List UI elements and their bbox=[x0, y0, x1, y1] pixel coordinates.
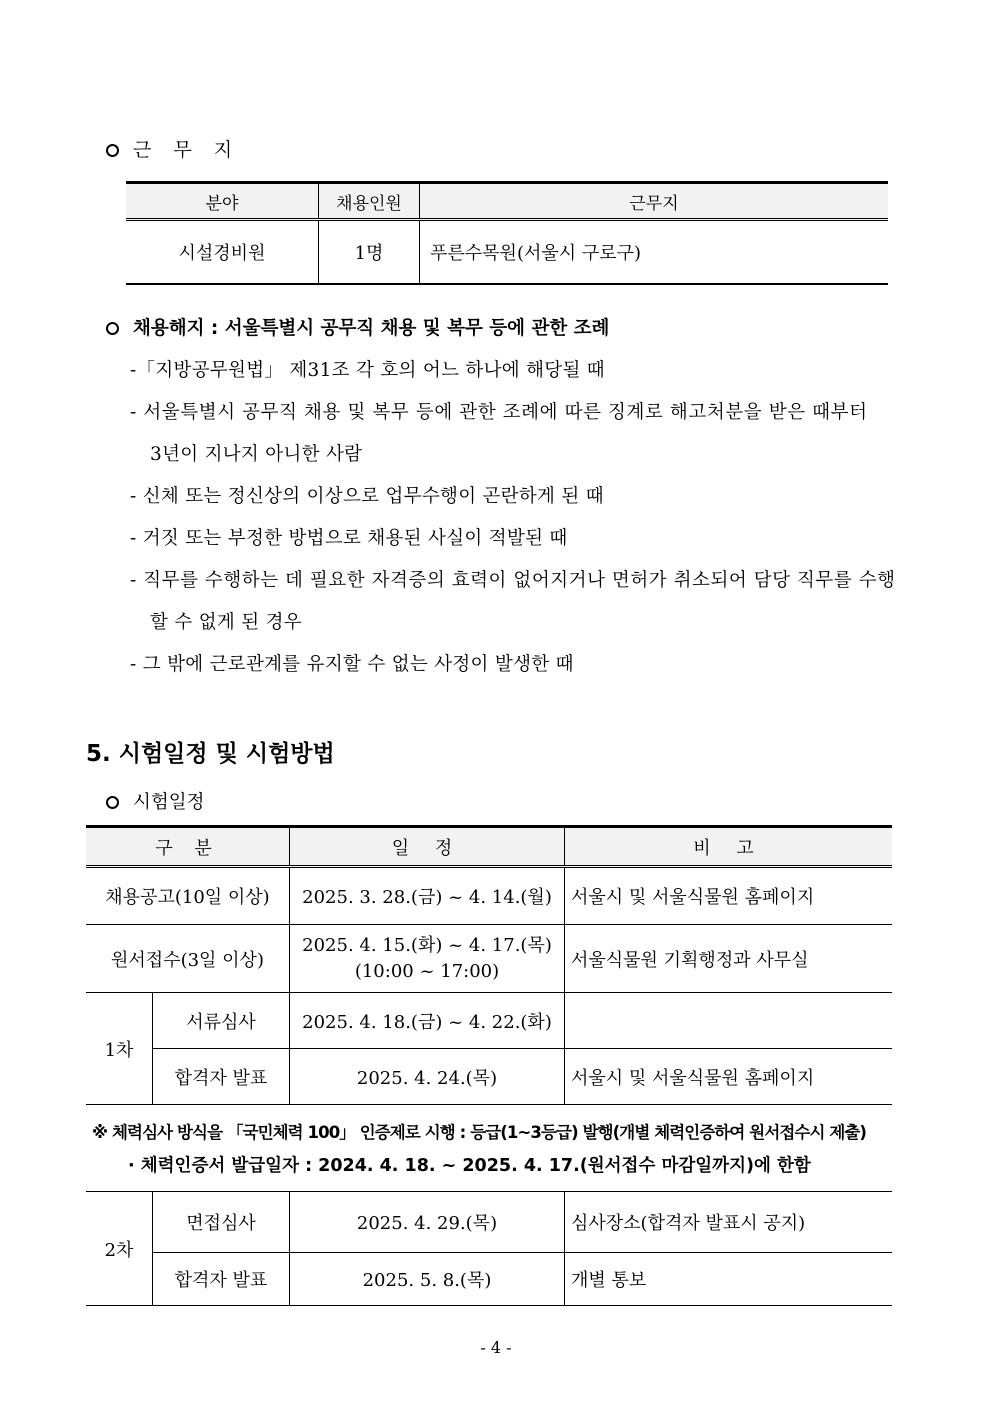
table-row bbox=[86, 993, 892, 1049]
cell-date: 2025. 5. 8.(목) bbox=[290, 1253, 565, 1306]
list-item: - 직무를 수행하는 데 필요한 자격증의 효력이 없어지거나 면허가 취소되어 담당 직무를 수행 bbox=[130, 570, 896, 591]
cell-category: 합격자 발표 bbox=[153, 1049, 290, 1105]
cell-note: 서울시 및 서울식물원 홈페이지 bbox=[565, 867, 893, 925]
cell-note: 심사장소(합격자 발표시 공지) bbox=[565, 1192, 893, 1253]
cell-workplace: 푸른수목원(서울시 구로구) bbox=[420, 220, 889, 285]
list-item: - 서울특별시 공무직 채용 및 복무 등에 관한 조례에 따른 징계로 해고처분을 받은 때부터 bbox=[130, 402, 868, 423]
table-header-row bbox=[86, 827, 892, 867]
circle-bullet-icon bbox=[106, 144, 119, 157]
list-item: - 신체 또는 정신상의 이상으로 업무수행이 곤란하게 된 때 bbox=[130, 486, 604, 507]
table-row bbox=[86, 1049, 892, 1105]
table-header-row bbox=[126, 183, 888, 220]
list-item: 3년이 지나지 아니한 사람 bbox=[150, 444, 363, 465]
cell-note bbox=[565, 993, 893, 1049]
date-line: 2025. 4. 15.(화) ~ 4. 17.(목) bbox=[302, 934, 552, 956]
header-note: 비 고 bbox=[565, 827, 893, 867]
fitness-note-detail: · 체력인증서 발급일자 : 2024. 4. 18. ~ 2025. 4. 17.(원서접수 마감일까지)에 한함 bbox=[128, 1156, 811, 1176]
cell-category: 채용공고(10일 이상) bbox=[86, 867, 290, 925]
table-row bbox=[86, 1192, 892, 1253]
page-number: - 4 - bbox=[480, 1338, 512, 1357]
cell-date: 2025. 4. 24.(목) bbox=[290, 1049, 565, 1105]
round2-table bbox=[86, 1191, 892, 1306]
header-schedule: 일 정 bbox=[290, 827, 565, 867]
table-row bbox=[86, 1253, 892, 1306]
workplace-table bbox=[126, 181, 888, 285]
header-count: 채용인원 bbox=[319, 183, 420, 220]
circle-bullet-icon bbox=[106, 322, 119, 335]
schedule-heading bbox=[106, 788, 204, 814]
schedule-table bbox=[86, 825, 892, 1105]
cell-note: 서울식물원 기획행정과 사무실 bbox=[565, 925, 893, 993]
time-line: (10:00 ~ 17:00) bbox=[354, 960, 500, 982]
cell-date bbox=[290, 925, 565, 993]
cell-category: 합격자 발표 bbox=[153, 1253, 290, 1306]
table-row bbox=[86, 867, 892, 925]
cell-category: 원서접수(3일 이상) bbox=[86, 925, 290, 993]
list-item: 할 수 없게 된 경우 bbox=[150, 612, 302, 633]
list-item: - 거짓 또는 부정한 방법으로 채용된 사실이 적발된 때 bbox=[130, 528, 568, 549]
termination-heading bbox=[106, 314, 609, 340]
cell-date: 2025. 4. 29.(목) bbox=[290, 1192, 565, 1253]
list-item: - 그 밖에 근로관계를 유지할 수 없는 사정이 발생한 때 bbox=[130, 654, 574, 675]
cell-date: 2025. 3. 28.(금) ~ 4. 14.(월) bbox=[290, 867, 565, 925]
cell-category: 면접심사 bbox=[153, 1192, 290, 1253]
workplace-heading bbox=[106, 135, 240, 162]
cell-round: 2차 bbox=[86, 1192, 153, 1306]
header-category: 구 분 bbox=[86, 827, 290, 867]
workplace-heading-text: 근 무 지 bbox=[133, 139, 241, 161]
schedule-heading-text: 시험일정 bbox=[133, 792, 205, 813]
header-workplace: 근무지 bbox=[420, 183, 889, 220]
cell-round: 1차 bbox=[86, 993, 153, 1105]
termination-heading-text: 채용해지 : 서울특별시 공무직 채용 및 복무 등에 관한 조례 bbox=[133, 318, 610, 339]
section-title: 5. 시험일정 및 시험방법 bbox=[86, 741, 335, 767]
header-field: 분야 bbox=[126, 183, 319, 220]
table-row bbox=[86, 925, 892, 993]
cell-note: 개별 통보 bbox=[565, 1253, 893, 1306]
list-item: -「지방공무원법」 제31조 각 호의 어느 하나에 해당될 때 bbox=[130, 360, 605, 381]
cell-field: 시설경비원 bbox=[126, 220, 319, 285]
circle-bullet-icon bbox=[106, 796, 119, 809]
cell-note: 서울시 및 서울식물원 홈페이지 bbox=[565, 1049, 893, 1105]
cell-count: 1명 bbox=[319, 220, 420, 285]
fitness-note: ※ 체력심사 방식을 「국민체력 100」 인증제로 시행 : 등급(1~3등급) 발행(개별 체력인증하여 원서접수시 제출) bbox=[92, 1123, 867, 1142]
table-row bbox=[126, 220, 888, 285]
cell-date: 2025. 4. 18.(금) ~ 4. 22.(화) bbox=[290, 993, 565, 1049]
cell-category: 서류심사 bbox=[153, 993, 290, 1049]
